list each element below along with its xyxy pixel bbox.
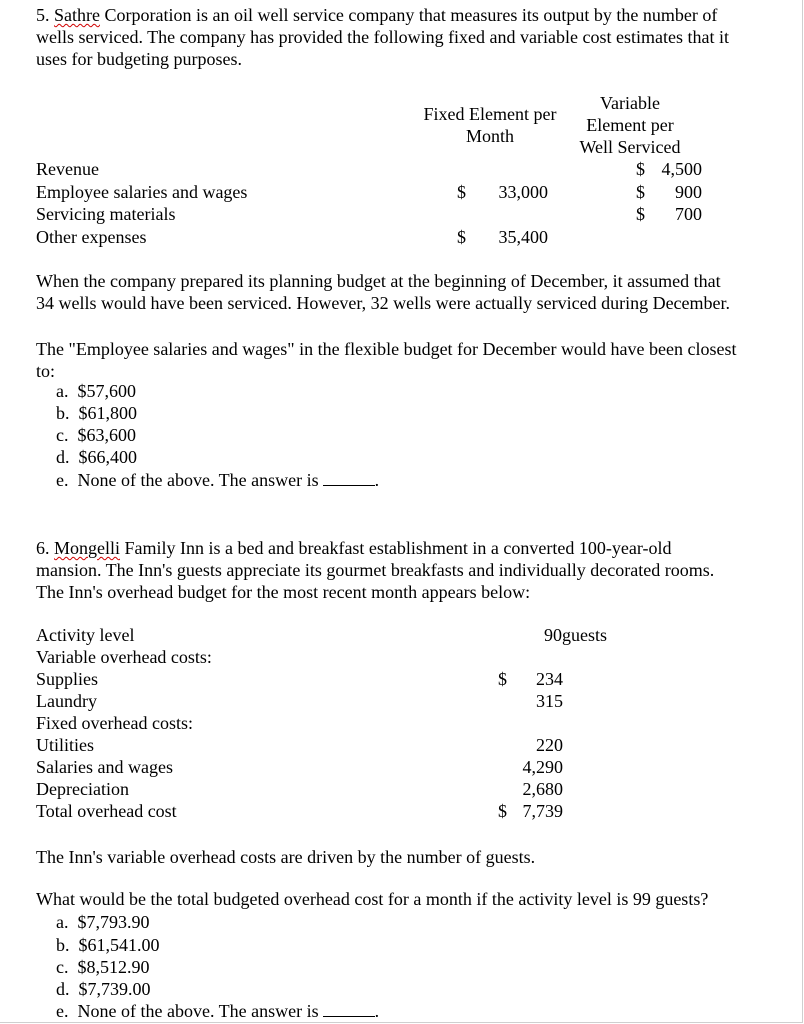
q6-option-e: e. None of the above. The answer is . (56, 1001, 380, 1021)
q5-row-var-sign: $ (636, 159, 645, 179)
q6-intro-line3: The Inn's overhead budget for the most recent month appears below: (36, 582, 531, 602)
q5-answer-blank[interactable] (323, 469, 375, 486)
q6-row-value: 234 (536, 669, 563, 689)
q6-paragraph: The Inn's variable overhead costs are driven by the number of guests. (36, 847, 536, 867)
q6-row-label: Depreciation (36, 779, 129, 799)
q5-option-e: e. None of the above. The answer is . (56, 470, 380, 490)
q6-option-d: d. $7,739.00 (56, 979, 151, 999)
q5-option-a: a. $57,600 (56, 381, 136, 401)
q6-row-label: Supplies (36, 669, 99, 689)
q5-row-label: Employee salaries and wages (36, 182, 248, 202)
q6-row-value: 2,680 (522, 779, 563, 799)
q5-option-d: d. $66,400 (56, 447, 137, 467)
q5-header-variable-line2: Element per (586, 115, 674, 135)
q5-row-var-value: 900 (675, 182, 702, 202)
q6-row-value: 4,290 (522, 757, 563, 777)
q5-row-label: Servicing materials (36, 204, 176, 224)
q5-intro-line1: 5. Sathre Corporation is an oil well service company that measures its output by the number of (36, 5, 718, 25)
q5-intro-line2: wells serviced. The company has provided the following fixed and variable cost estimates that it (36, 27, 729, 47)
q5-row-fixed-value: 35,400 (498, 227, 548, 247)
q6-row-label: Activity level (36, 625, 135, 645)
q6-row-label: Salaries and wages (36, 757, 173, 777)
q6-option-a: a. $7,793.90 (56, 912, 150, 932)
q5-row-var-sign: $ (636, 204, 645, 224)
q5-row-label: Other expenses (36, 227, 147, 247)
q6-row-label: Fixed overhead costs: (36, 713, 193, 733)
q5-option-c: c. $63,600 (56, 425, 136, 445)
q6-row-value: 315 (536, 691, 563, 711)
q5-paragraph-line2: 34 wells would have been serviced. However, 32 wells were actually serviced during December. (36, 293, 731, 313)
q5-paragraph-line1: When the company prepared its planning budget at the beginning of December, it assumed that (36, 271, 721, 291)
q6-row-label: Total overhead cost (36, 801, 177, 821)
q5-header-fixed-line1: Fixed Element per (423, 104, 557, 124)
q5-option-b: b. $61,800 (56, 403, 137, 423)
q6-row-value: 220 (536, 735, 563, 755)
q6-answer-blank[interactable] (323, 1000, 375, 1017)
q5-question-line2: to: (36, 361, 56, 381)
q5-header-variable-line1: Variable (600, 93, 660, 113)
q6-row-label: Variable overhead costs: (36, 647, 212, 667)
q5-row-var-value: 700 (675, 204, 702, 224)
q5-row-var-value: 4,500 (661, 159, 702, 179)
q6-intro-line2: mansion. The Inn's guests appreciate its gourmet breakfasts and individually decorated rooms. (36, 560, 715, 580)
q5-row-fixed-sign: $ (457, 227, 466, 247)
q5-question-line1: The "Employee salaries and wages" in the flexible budget for December would have been closest (36, 339, 737, 359)
q5-row-fixed-value: 33,000 (498, 182, 548, 202)
q6-row-sign: $ (498, 801, 507, 821)
q5-row-label: Revenue (36, 159, 99, 179)
q6-row-value: 7,739 (522, 801, 563, 821)
q6-row-value: 90guests (544, 625, 607, 645)
q6-intro-line1: 6. Mongelli Family Inn is a bed and breakfast establishment in a converted 100-year-old (36, 538, 672, 558)
q5-company-name: Sathre (54, 5, 100, 25)
q6-option-c: c. $8,512.90 (56, 957, 150, 977)
q6-question: What would be the total budgeted overhead cost for a month if the activity level is 99 guests? (36, 889, 709, 909)
q6-option-b: b. $61,541.00 (56, 935, 160, 955)
q5-header-variable-line3: Well Serviced (579, 137, 681, 157)
q5-intro-line3: uses for budgeting purposes. (36, 49, 242, 69)
q6-company-name: Mongelli (54, 538, 120, 558)
q5-header-fixed-line2: Month (465, 126, 514, 146)
q6-row-label: Utilities (36, 735, 94, 755)
q5-row-var-sign: $ (636, 182, 645, 202)
q6-row-sign: $ (498, 669, 507, 689)
q5-row-fixed-sign: $ (457, 182, 466, 202)
q6-row-label: Laundry (36, 691, 97, 711)
